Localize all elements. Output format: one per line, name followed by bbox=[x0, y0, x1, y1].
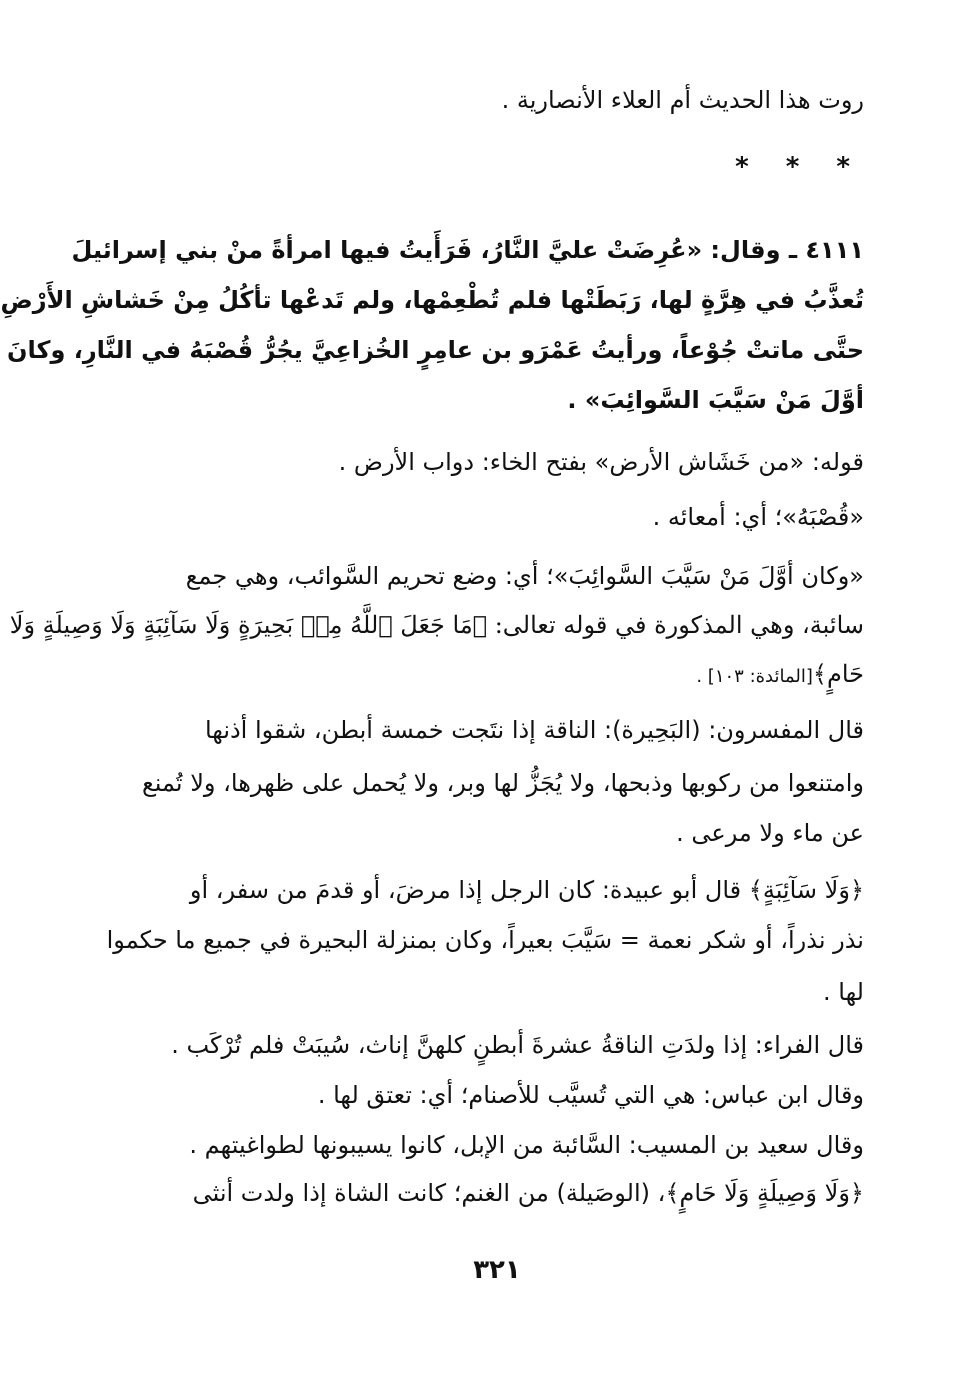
note-line: «وكان أوَّلَ مَنْ سَيَّبَ السَّوائِبَ»؛ أي: وضع تحريم السَّوائب، وهي جمع bbox=[185, 562, 864, 590]
document-page bbox=[0, 80, 864, 1320]
note-line bbox=[152, 654, 864, 697]
note-line: «قُصْبَهُ»؛ أي: أمعائه . bbox=[652, 503, 864, 531]
note-line: ﴿وَلَا سَآئِبَةٍ﴾ قال أبو عبيدة: كان الرجل إذا مرضَ، أو قدمَ من سفر، أو bbox=[189, 876, 864, 904]
page-number: ٣٢١ bbox=[473, 1255, 521, 1285]
note-line: وامتنعوا من ركوبها وذبحها، ولا يُجَزُّ لها وبر، ولا يُحمل على ظهرها، ولا تُمنع bbox=[142, 769, 864, 797]
section-separator: * * * bbox=[735, 152, 864, 182]
note-line: قوله: «من خَشَاش الأرض» بفتح الخاء: دواب الأرض . bbox=[338, 448, 864, 476]
note-line: قال المفسرون: (البَحِيرة): الناقة إذا نتَجت خمسة أبطن، شقوا أذنها bbox=[204, 716, 864, 744]
note-line: قال الفراء: إذا ولدَتِ الناقةُ عشرةَ أبطنٍ كلهنَّ إناث، سُيبَتْ فلم تُرْكَب . bbox=[171, 1031, 864, 1059]
top-line: روت هذا الحديث أم العلاء الأنصارية . bbox=[501, 86, 864, 114]
note-line: ﴿وَلَا وَصِيلَةٍ وَلَا حَامٍ﴾، (الوصَيلة) من الغنم؛ كانت الشاة إذا ولدت أنثى bbox=[192, 1179, 864, 1207]
note-line: وقال ابن عباس: هي التي تُسيَّب للأصنام؛ أي: تعتق لها . bbox=[317, 1081, 864, 1109]
note-line: لها . bbox=[823, 978, 864, 1006]
hadith-line-4: أوَّلَ مَنْ سَيَّبَ السَّوائِبَ» . bbox=[567, 386, 864, 414]
quran-reference: [المائدة: ١٠٣] . bbox=[696, 666, 813, 687]
quran-fragment: حَامٍ﴾ bbox=[812, 660, 864, 688]
note-line: عن ماء ولا مرعى . bbox=[676, 819, 864, 847]
note-line: نذر نذراً، أو شكر نعمة = سَيَّبَ بعيراً، وكان بمنزلة البحيرة في جميع ما حكموا bbox=[106, 926, 864, 954]
hadith-line-3: حتَّى ماتتْ جُوْعاً، ورأيتُ عَمْرَو بن عامِرٍ الخُزاعِيَّ يجُرُّ قُصْبَهُ في النَّارِ، وكانَ bbox=[7, 336, 864, 364]
hadith-line-2: تُعذَّبُ في هِرَّةٍ لها، رَبَطَتْها فلم تُطْعِمْها، ولم تَدعْها تأكُلُ مِنْ خَشاشِ الأَرْضِ bbox=[0, 286, 864, 314]
note-line: وقال سعيد بن المسيب: السَّائبة من الإبل، كانوا يسيبونها لطواغيتهم . bbox=[189, 1131, 864, 1159]
hadith-line-1: ٤١١١ ـ وقال: «عُرِضَتْ عليَّ النَّارُ، فَرَأَيتُ فيها امرأةً منْ بني إسرائيلَ bbox=[71, 236, 864, 264]
note-line: سائبة، وهي المذكورة في قوله تعالى: ﴿مَا جَعَلَ ٱللَّهُ مِنۢ بَحِيرَةٍ وَلَا سَآئِبَةٍ وَلَا وَصِيلَةٍ وَلَا bbox=[9, 611, 864, 639]
